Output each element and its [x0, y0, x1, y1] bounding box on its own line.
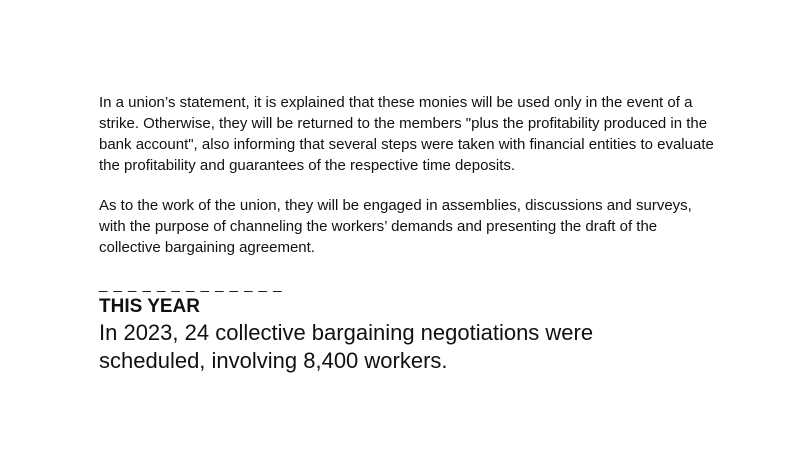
section-divider: _ _ _ _ _ _ _ _ _ _ _ _ _ — [99, 276, 283, 293]
highlight-statement: In 2023, 24 collective bargaining negotiations were scheduled, involving 8,400 workers. — [99, 320, 594, 373]
paragraph-union-work: As to the work of the union, they will be engaged in assemblies, discussions and surveys, with the purpose of channeling the workers’ demands and presenting the draft of the collective bargaining agreement. — [99, 197, 692, 256]
paragraph-union-statement: In a union’s statement, it is explained that these monies will be used only in the event of a strike. Otherwise, they will be returned to the members "plus the profitability produced in the bank account", also informing that several steps were taken with financial entities to evaluate the profitability and guarantees of the respective time deposits. — [99, 94, 714, 174]
article-body — [99, 92, 719, 375]
section-title: THIS YEAR — [99, 296, 201, 317]
